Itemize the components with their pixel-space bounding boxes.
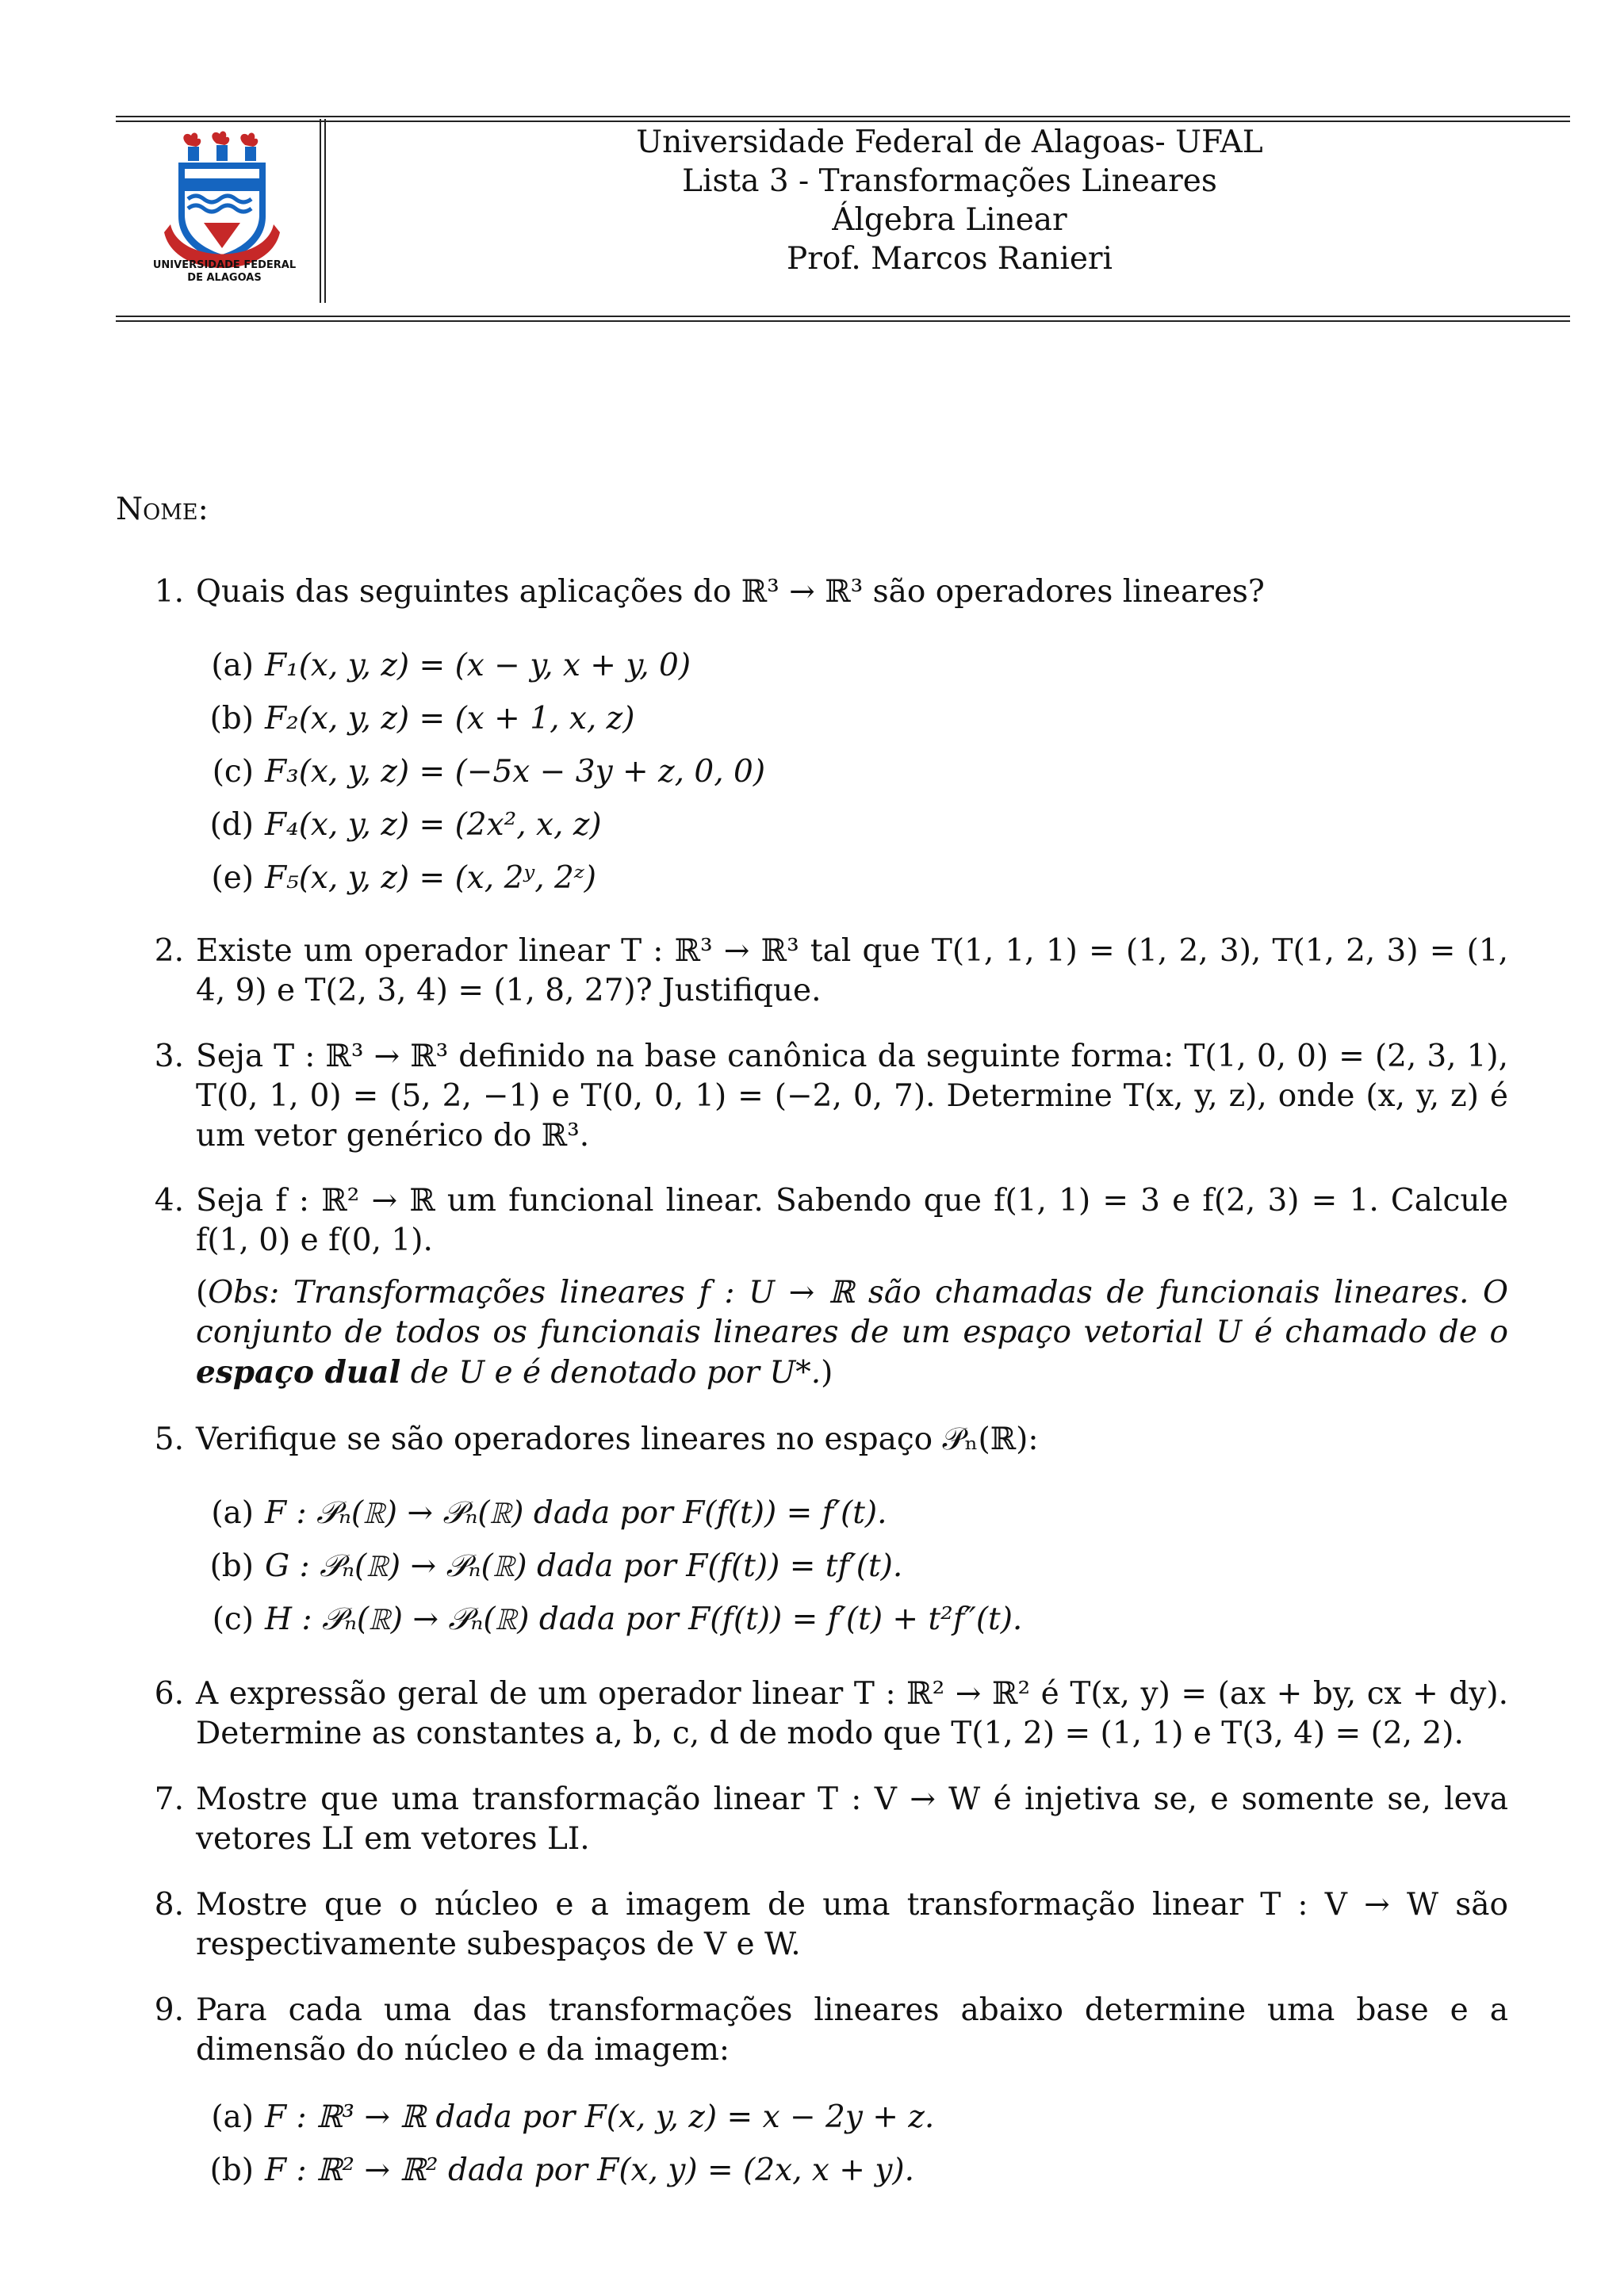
question-number: 7. (154, 1781, 184, 1817)
question-1-text: Quais das seguintes aplicações do ℝ³ → ℝ³ são operadores lineares? (196, 574, 1265, 610)
header-divider (320, 119, 321, 303)
professor-name: Prof. Marcos Ranieri (786, 241, 1113, 277)
item-text: F : 𝒫ₙ(ℝ) → 𝒫ₙ(ℝ) dada por F(f(t)) = f′(t). (265, 1495, 887, 1531)
item-label: (a) (211, 648, 254, 683)
header-bottom-rule (116, 316, 1570, 317)
question-number: 9. (154, 1992, 184, 2028)
header-bottom-rule-inner (116, 320, 1570, 322)
obs-bold-term: espaço dual (196, 1354, 401, 1391)
question-3-text: Seja T : ℝ³ → ℝ³ definido na base canônica da seguinte forma: T(1, 0, 0) = (2, 3, 1), T(0, 1, 0) = (5, 2, −1) e T(0, 0, 1) = (−2, 0, 7). Determine T(x, y, z), onde (x, y, z) é um vetor genérico do ℝ³. (196, 1039, 1508, 1154)
header-divider-inner (324, 119, 326, 303)
question-number: 6. (154, 1676, 184, 1712)
question-number: 2. (154, 933, 184, 969)
question-number: 4. (154, 1183, 184, 1219)
item-label: (c) (212, 754, 254, 790)
item-text: F₃(x, y, z) = (−5x − 3y + z, 0, 0) (265, 754, 766, 790)
obs-text: de U e é denotado por U*. (410, 1355, 822, 1391)
question-6-text: A expressão geral de um operador linear T : ℝ² → ℝ² é T(x, y) = (ax + by, cx + dy). Determine as constantes a, b, c, d de modo que T(1, 2) = (1, 1) e T(3, 4) = (2, 2). (196, 1676, 1508, 1751)
question-number: 3. (154, 1039, 184, 1074)
list-title: Lista 3 - Transformações Lineares (682, 163, 1217, 199)
question-number: 5. (154, 1422, 184, 1457)
question-2-text: Existe um operador linear T : ℝ³ → ℝ³ tal que T(1, 1, 1) = (1, 2, 3), T(1, 2, 3) = (1, 4, 9) e T(2, 3, 4) = (1, 8, 27)? Justifique. (196, 933, 1508, 1008)
header-top-rule-inner (116, 121, 1570, 122)
item-text: H : 𝒫ₙ(ℝ) → 𝒫ₙ(ℝ) dada por F(f(t)) = f′(t) + t²f″(t). (265, 1601, 1023, 1637)
question-5-text: Verifique se são operadores lineares no espaço 𝒫ₙ(ℝ): (196, 1422, 1039, 1457)
item-text: F₄(x, y, z) = (2x², x, z) (265, 807, 602, 843)
item-text: F : ℝ³ → ℝ dada por F(x, y, z) = x − 2y + z. (265, 2099, 935, 2135)
item-label: (b) (209, 1548, 254, 1584)
item-label: (b) (209, 701, 254, 737)
question-7-text: Mostre que uma transformação linear T : V → W é injetiva se, e somente se, leva vetores LI em vetores LI. (196, 1781, 1508, 1857)
question-4-text: Seja f : ℝ² → ℝ um funcional linear. Sabendo que f(1, 1) = 3 e f(2, 3) = 1. Calcule f(1, 0) e f(0, 1). (196, 1183, 1508, 1258)
item-label: (a) (211, 1495, 254, 1531)
question-number: 8. (154, 1887, 184, 1923)
question-number: 1. (154, 574, 184, 610)
item-text: G : 𝒫ₙ(ℝ) → 𝒫ₙ(ℝ) dada por F(f(t)) = tf′(t). (265, 1548, 903, 1584)
item-label: (e) (211, 860, 254, 896)
item-text: F₅(x, y, z) = (x, 2ʸ, 2ᶻ) (265, 860, 597, 896)
logo-caption: DE ALAGOAS (187, 272, 262, 284)
obs-text: Obs: Transformações lineares f : U → ℝ são chamadas de funcionais lineares. O conjunto de todos os funcionais lineares de um espaço vetorial U é chamado de o (196, 1275, 1508, 1350)
question-8-text: Mostre que o núcleo e a imagem de uma transformação linear T : V → W são respectivamente subespaços de V e W. (196, 1887, 1508, 1962)
question-9-text: Para cada uma das transformações lineares abaixo determine uma base e a dimensão do núcleo e da imagem: (196, 1992, 1508, 2068)
item-label: (c) (212, 1601, 254, 1637)
course-name: Álgebra Linear (832, 202, 1067, 238)
item-label: (d) (209, 807, 254, 843)
logo-caption: UNIVERSIDADE FEDERAL (152, 259, 297, 271)
question-4-obs: (Obs: Transformações lineares f : U → ℝ são chamadas de funcionais lineares. O conjunto de todos os funcionais lineares de um espaço vetorial U é chamado de o espaço dual de U e é denotado por U*.) (196, 1275, 1508, 1391)
item-label: (b) (209, 2152, 254, 2188)
name-label: Nome: (116, 492, 209, 527)
item-label: (a) (211, 2099, 254, 2135)
item-text: F₁(x, y, z) = (x − y, x + y, 0) (265, 648, 691, 683)
header-top-rule (116, 116, 1570, 117)
university-name: Universidade Federal de Alagoas- UFAL (636, 124, 1263, 160)
item-text: F₂(x, y, z) = (x + 1, x, z) (265, 701, 635, 737)
item-text: F : ℝ² → ℝ² dada por F(x, y) = (2x, x + y). (265, 2152, 914, 2188)
